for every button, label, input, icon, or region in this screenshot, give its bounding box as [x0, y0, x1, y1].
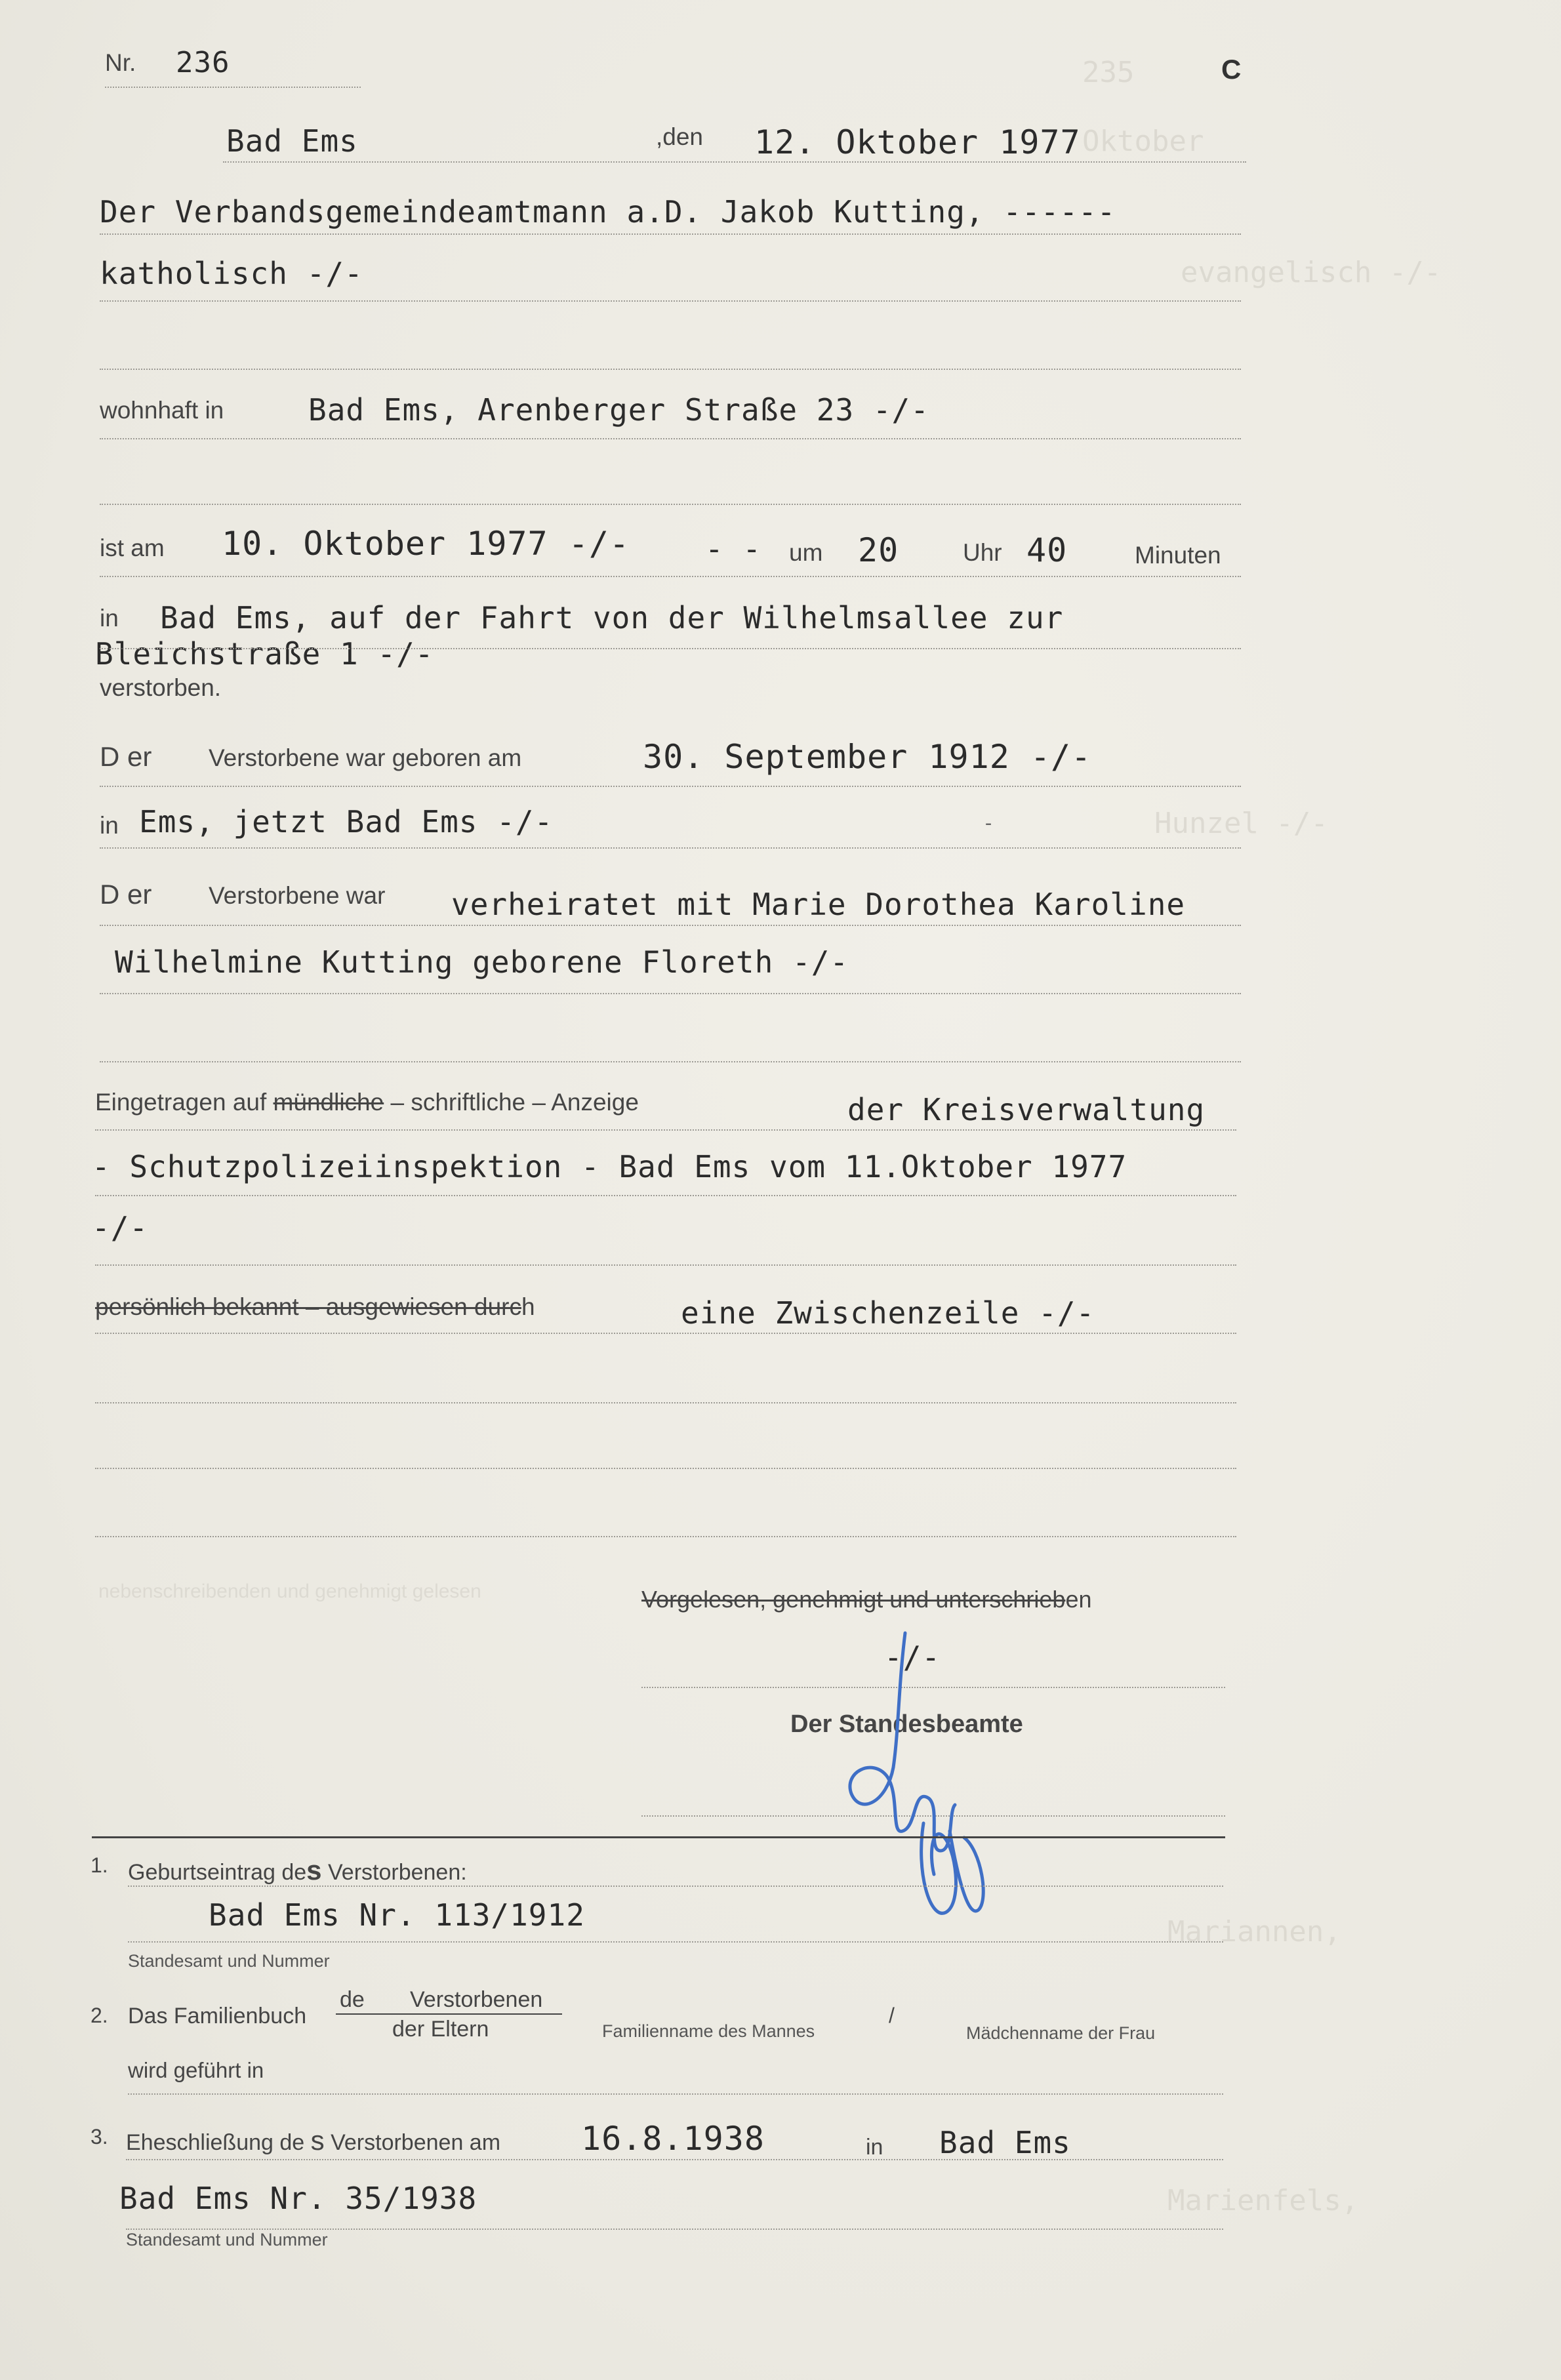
item2-slash: /	[889, 2004, 895, 2027]
item3-in: in	[866, 2135, 883, 2160]
item1-label-text: Geburtseintrag de	[128, 1860, 307, 1885]
identity-struck: persönlich bekannt – ausgewiesen durc	[95, 1293, 521, 1320]
dotted-line	[100, 576, 1241, 577]
item3-value: Bad Ems Nr. 35/1938	[119, 2181, 477, 2216]
dotted-line	[223, 161, 1246, 163]
item3-place: Bad Ems	[939, 2125, 1071, 2160]
item2-eltern: der Eltern	[392, 2017, 489, 2042]
birth-dash: -	[983, 812, 996, 835]
dotted-line	[95, 1333, 1236, 1334]
minuten-label: Minuten	[1135, 542, 1221, 569]
registration-typed: der Kreisverwaltung	[847, 1092, 1206, 1127]
dotted-line	[100, 369, 1241, 370]
dotted-line	[100, 925, 1241, 926]
register-place: Bad Ems	[226, 123, 358, 159]
marriage-line2: Wilhelmine Kutting geborene Floreth -/-	[115, 944, 849, 980]
bleed-through: nebenschreibenden und genehmigt gelesen	[98, 1581, 481, 1602]
registration-line3: -/-	[92, 1210, 149, 1245]
read-struck: Vorgelesen, genehmigt und unterschrieb	[641, 1586, 1066, 1613]
dotted-line	[128, 2093, 1223, 2095]
der-label: D er	[100, 741, 152, 772]
bleed-through: Oktober	[1082, 125, 1204, 158]
verstorben-label: verstorben.	[100, 674, 222, 701]
standesamt-label2: Standesamt und Nummer	[126, 2230, 328, 2249]
dotted-line	[95, 1468, 1236, 1469]
item3-label-text: Eheschließung de	[126, 2130, 305, 2155]
register-date: 12. Oktober 1977	[754, 123, 1081, 161]
registration-label	[95, 1089, 639, 1116]
ist-am-label: ist am	[100, 534, 165, 561]
death-hour: 20	[858, 531, 899, 569]
read-approved-label	[641, 1586, 1091, 1613]
registration-prefix: Eingetragen auf	[95, 1089, 267, 1116]
death-minute: 40	[1026, 531, 1068, 569]
dotted-line	[100, 504, 1241, 505]
birth-place: Ems, jetzt Bad Ems -/-	[139, 804, 554, 839]
dotted-line	[100, 300, 1241, 302]
born-label: Verstorbene war geboren am	[209, 744, 522, 771]
death-filler: - -	[705, 531, 762, 567]
dotted-line	[100, 1061, 1241, 1062]
bleed-through: Hunzel -/-	[1154, 807, 1328, 840]
dotted-line	[95, 1264, 1236, 1266]
section-divider	[92, 1836, 1225, 1838]
bleed-through: evangelisch -/-	[1181, 256, 1442, 289]
residence-value: Bad Ems, Arenberger Straße 23 -/-	[308, 392, 929, 428]
dotted-line	[126, 2159, 1223, 2160]
war-label: Verstorbene war	[209, 882, 386, 909]
deceased-name-line: Der Verbandsgemeindeamtmann a.D. Jakob Kutting, ------	[100, 194, 1116, 230]
uhr-label: Uhr	[963, 539, 1002, 566]
identity-typed: eine Zwischenzeile -/-	[681, 1295, 1095, 1331]
item1-value: Bad Ems Nr. 113/1912	[209, 1897, 585, 1933]
dotted-line	[100, 438, 1241, 439]
registration-line2: - Schutzpolizeiinspektion - Bad Ems vom 11.Oktober 1977	[92, 1149, 1127, 1184]
entry-number: 236	[176, 46, 230, 79]
dotted-line	[128, 1941, 1223, 1943]
dotted-line	[95, 1536, 1236, 1537]
item1-number: 1.	[91, 1853, 108, 1877]
den-label: ,den	[656, 123, 704, 150]
um-label: um	[789, 539, 823, 566]
birth-date: 30. September 1912 -/-	[643, 738, 1092, 776]
handwritten-signature	[800, 1626, 997, 1935]
official-title: Der Standesbeamte	[790, 1710, 1023, 1738]
dotted-line	[100, 847, 1241, 849]
registration-rest: – schriftliche – Anzeige	[390, 1089, 639, 1116]
dotted-line	[95, 1195, 1236, 1196]
deceased-religion-line: katholisch -/-	[100, 256, 363, 291]
standesamt-label: Standesamt und Nummer	[128, 1951, 330, 1971]
dotted-line	[105, 87, 361, 88]
item1-label	[128, 1855, 467, 1886]
bleed-through: 235	[1082, 56, 1135, 89]
dotted-line	[95, 1129, 1236, 1131]
death-place-line1: Bad Ems, auf der Fahrt von der Wilhelmsallee zur	[160, 600, 1064, 635]
corner-letter: C	[1221, 54, 1242, 85]
item1-label2: Verstorbenen:	[327, 1860, 467, 1885]
residence-label: wohnhaft in	[100, 397, 224, 424]
item3-s: s	[310, 2125, 325, 2156]
item3-number: 3.	[91, 2125, 108, 2148]
item3-date: 16.8.1938	[581, 2120, 765, 2158]
dotted-line	[100, 786, 1241, 787]
in-label: in	[100, 605, 119, 632]
death-place-line2: Bleichstraße 1 -/-	[95, 636, 434, 672]
item2-frau-label: Mädchenname der Frau	[966, 2023, 1156, 2043]
item2-verstorbenen: Verstorbenen	[410, 1987, 543, 2012]
dotted-line	[100, 993, 1241, 994]
nr-label: Nr.	[105, 49, 136, 76]
registration-struck: mündliche	[273, 1089, 384, 1116]
der-label: D er	[100, 879, 152, 910]
identity-label	[95, 1293, 535, 1321]
signature-dash: -/-	[884, 1640, 941, 1675]
dotted-line	[95, 1402, 1236, 1403]
item3-label	[126, 2125, 500, 2156]
bleed-through: Mariannen,	[1167, 1915, 1341, 1948]
marriage-line1: verheiratet mit Marie Dorothea Karoline	[451, 887, 1186, 922]
read-end: en	[1065, 1586, 1092, 1613]
item2-number: 2.	[91, 2004, 108, 2027]
bleed-through: Marienfels,	[1167, 2184, 1359, 2217]
identity-end: h	[521, 1293, 535, 1320]
item1-s: s	[306, 1855, 322, 1886]
item2-label: Das Familienbuch	[128, 2004, 307, 2028]
fraction-line	[336, 2013, 562, 2015]
dotted-line	[100, 648, 1241, 649]
item2-mann-label: Familienname des Mannes	[602, 2021, 815, 2041]
dotted-line	[128, 1886, 1223, 1887]
item3-label2: Verstorbenen am	[331, 2130, 501, 2155]
item2-de: de	[340, 1987, 365, 2012]
item2-wird-label: wird geführt in	[128, 2058, 264, 2082]
death-date: 10. Oktober 1977 -/-	[222, 525, 630, 563]
dotted-line	[100, 233, 1241, 235]
birth-in-label: in	[100, 812, 119, 839]
